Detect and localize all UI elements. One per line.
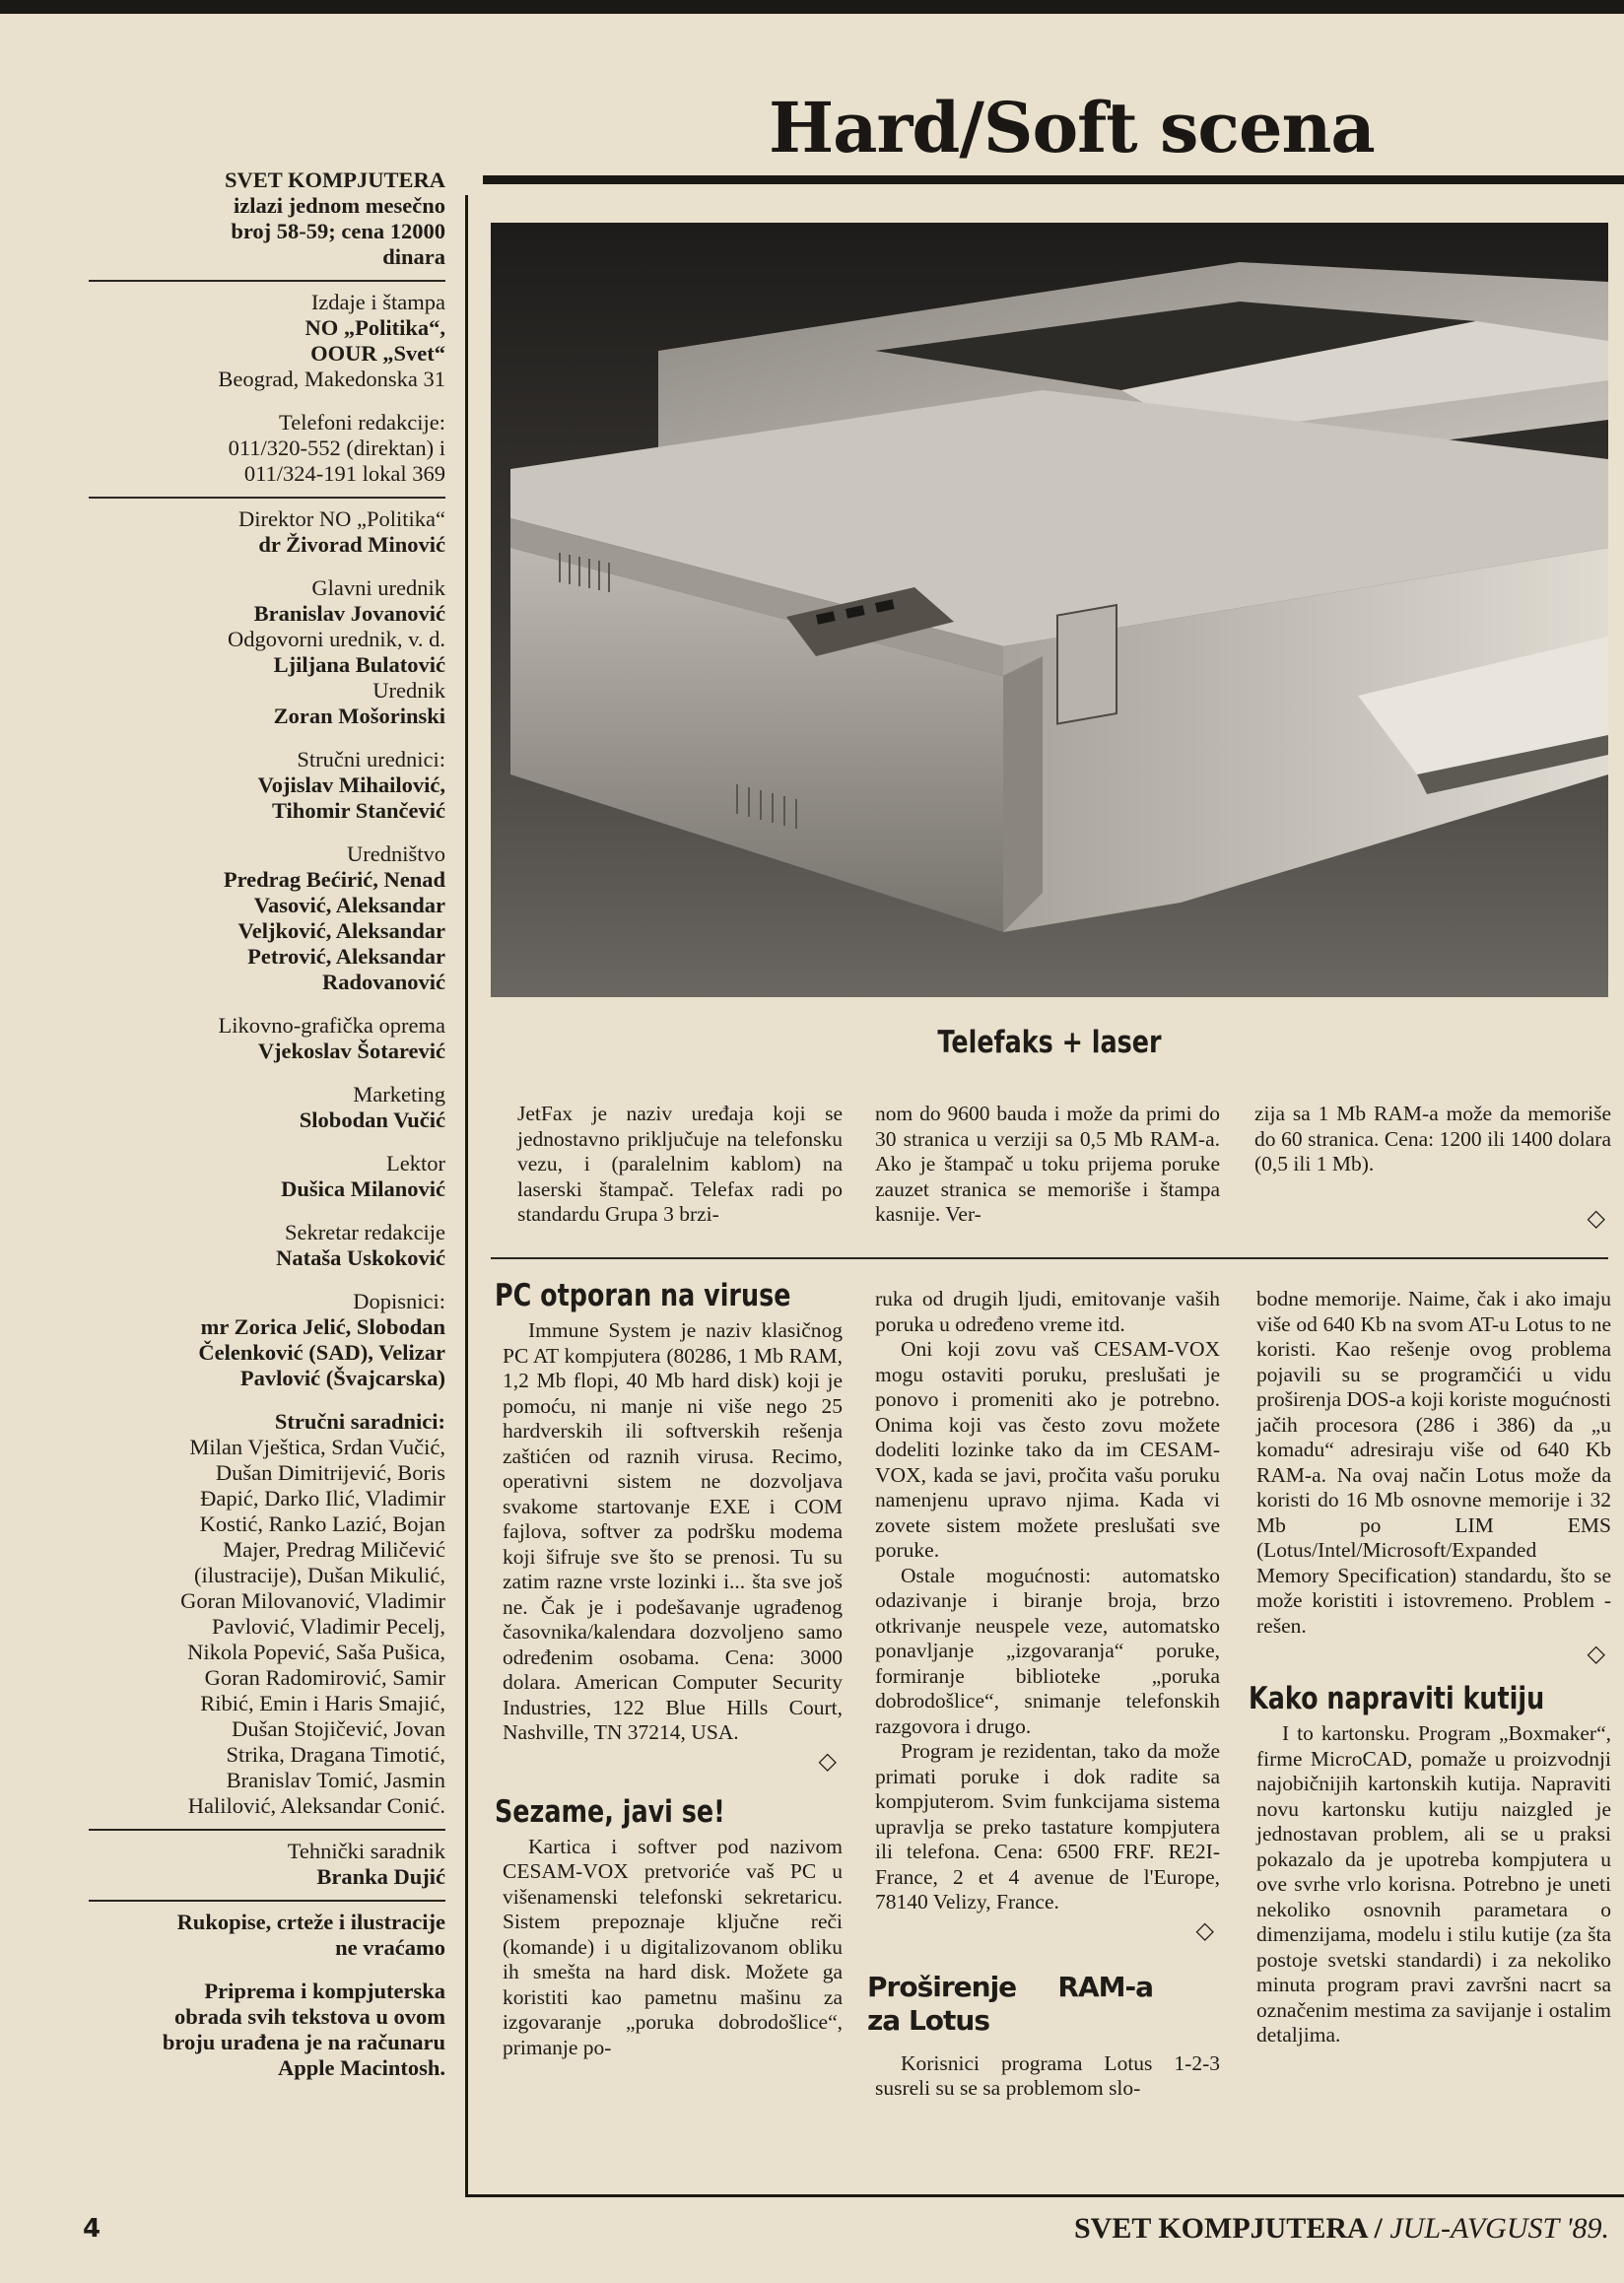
news-column-3 [1249,1287,1611,2048]
masthead-line: Dušan Dimitrijević, Boris [215,1460,445,1485]
article-ram-p1: Korisnici programa Lotus 1-2-3 susreli su se sa problemom slo- [875,2050,1220,2100]
masthead-line: Predrag Bećirić, Nenad [223,867,445,892]
masthead-block [89,739,445,834]
footer-issue: JUL-AVGUST '89. [1389,2212,1610,2245]
masthead-line: Priprema i kompjuterska [204,1979,445,2003]
masthead-block [89,1005,445,1074]
masthead-line: Čelenković (SAD), Velizar [198,1340,445,1365]
masthead-line: ne vraćamo [335,1935,445,1960]
masthead-block [89,1829,445,1900]
masthead-line: Dopisnici: [353,1289,445,1313]
feature-column-1 [517,1102,843,1228]
end-mark-icon: ◇ [1587,1640,1605,1667]
masthead-block [89,834,445,1005]
masthead-line: NO „Politika“, [304,315,445,340]
masthead-line: Ljiljana Bulatović [273,652,445,677]
masthead-line: obrada svih tekstova u ovom [173,2004,445,2029]
page-title: Hard/Soft scena [769,87,1375,168]
end-mark-icon: ◇ [818,1746,837,1775]
masthead-line: Apple Macintosh. [277,2055,445,2080]
end-mark-icon: ◇ [1195,1915,1214,1944]
masthead-line: Dušan Stojičević, Jovan [232,1716,445,1741]
masthead-line: Urednik [372,678,445,703]
masthead-line: Branislav Tomić, Jasmin [226,1768,445,1792]
masthead-line: Beograd, Makedonska 31 [218,367,445,391]
masthead-line: dinara [382,244,445,269]
masthead-line: 011/320-552 (direktan) i [228,436,445,460]
masthead-line: Tehnički saradnik [287,1839,445,1863]
masthead-line: Ribić, Emin i Haris Smajić, [200,1691,445,1715]
top-border [0,0,1624,14]
masthead-line: Kostić, Ranko Lazić, Bojan [199,1511,445,1536]
masthead-line: Vjekoslav Šotarević [257,1039,445,1063]
masthead-block [89,497,445,568]
title-rule [483,175,1624,184]
masthead-line: broj 58-59; cena 12000 [231,219,445,243]
masthead-line: Uredništvo [347,841,445,866]
news-column-1 [495,1278,843,2060]
article-ram-headline: Proširenje RAM-a za Lotus [867,1970,1153,2037]
article-sezame-p2: ruka od drugih ljudi, emitovanje vaših poruka u određeno vreme itd. [875,1287,1220,1336]
masthead-line: 011/324-191 lokal 369 [243,461,445,486]
masthead-line: broju urađena je na računaru [162,2030,445,2054]
feature-headline: Telefaks + laser [937,1025,1162,1060]
masthead-line: Stručni saradnici: [274,1409,445,1434]
feature-text-3: zija sa 1 Mb RAM-a može da memoriše do 60 stranica. Cena: 1200 ili 1400 dolara (0,5 ili 1 Mb). [1254,1102,1611,1175]
masthead-line: Glavni urednik [311,575,445,600]
masthead-line: (ilustracije), Dušan Mikulić, [194,1563,445,1587]
section-rule [491,1257,1608,1259]
masthead-line: Đapić, Darko Ilić, Vladimir [200,1486,445,1511]
masthead-line: dr Živorad Minović [258,532,445,557]
masthead-line: Vojislav Mihailović, [257,772,445,797]
masthead-line: Direktor NO „Politika“ [238,506,445,531]
article-sezame-p1: Kartica i softver pod nazivom CESAM-VOX pretvoriće vaš PC u višenamenski telefonski sekretaricu. Sistem prepoznaje ključne reči (komande) i u digitalizovanom obliku ih smešta na hard disk. Možete ga koristiti kao pametnu mašinu za izgovaranje „poruka dobrodošlice“, primanje po- [503,1834,843,2059]
article-pc-body: Immune System je naziv klasičnog PC AT kompjutera (80286, 1 Mb RAM, 1,2 Mb flopi, 40 Mb hard disk) koji je pomoću, ni manje ni više nego 25 hardverskih ili softverskih rešenja zaštićen od raznih virusa. Recimo, operativni sistem ne dozvoljava svakome startovanje EXE i COM fajlova, softver za podršku modema koji šifruje sve što se prenosi. Tu su zatim razne vrste lozinki i... šta sve još ne. Čak je i podešavanje ugrađenog časovnika/kalendara dozvoljeno samo određenim osobama. Cena: 3000 dolara. American Computer Security Industries, 122 Blue Hills Court, Nashville, TN 37214, USA. [503,1318,843,1744]
masthead-line: Sekretar redakcije [284,1220,445,1244]
masthead-line: Vasović, Aleksandar [253,893,445,917]
masthead-block [89,402,445,497]
article-sezame-p3: Oni koji zovu vaš CESAM-VOX mogu ostaviti poruku, preslušati je ponovo i promeniti ako je potrebno. Onima koji vas često zovu možete dodeliti lozinke tako da im CESAM-VOX, kada se javi, pročita vašu poruku namenjenu upravo njima. Kada vi zovete sistem možete preslušati sve poruke. [875,1337,1220,1562]
masthead-line: Goran Milovanović, Vladimir [180,1588,445,1613]
printer-illustration [491,223,1608,997]
masthead-line: Telefoni redakcije: [279,410,445,435]
article-sezame-p4: Ostale mogućnosti: automatsko odazivanje i biranje broja, brzo otkrivanje neuspele veze, automatsko ponavljanje „izgovaranja“ poruke, formiranje biblioteke „poruka dobrodošlice“, snimanje telefonskih razgovora i drugo. [875,1563,1220,1738]
masthead-line: Petrović, Aleksandar [247,944,445,969]
masthead-block [89,1074,445,1143]
masthead-line: Nikola Popević, Saša Pušica, [187,1640,445,1664]
end-mark-icon: ◇ [1587,1203,1605,1232]
masthead-line: Odgovorni urednik, v. d. [227,627,445,651]
masthead-block [89,1971,445,2091]
frame-bottom-rule [465,2194,1624,2197]
masthead-line: Milan Vještica, Srdan Vučić, [189,1435,445,1459]
article-ram-p2: bodne memorije. Naime, čak i ako imaju više od 640 Kb na svom AT-u Lotus to ne koristi. Kao rešenje ovog problema pojavili su se programčići u vidu proširenja DOS-a koji koriste mogućnosti jačih procesora (286 i 386) da „u komadu“ adresiraju više od 640 Kb RAM-a. Na ovaj način Lotus može da koristi do 16 Mb osnovne memorije i 32 Mb po LIM EMS (Lotus/Intel/Microsoft/Expanded Memory Specification) standardu, što se može koristiti i istovremeno. Problem - rešen. [1256,1287,1611,1638]
masthead-block [89,1401,445,1829]
news-column-2 [867,1287,1220,2102]
masthead-line: Branislav Jovanović [253,601,445,626]
masthead-line: Marketing [353,1082,445,1107]
masthead-line: Pavlović, Vladimir Pecelj, [211,1614,445,1639]
article-sezame-p5: Program je rezidentan, tako da može primati poruke i dok radite sa kompjuterom. Svim funkcijama sistema upravlja se preko tastature kompjutera ili telefona. Cena: 6500 FRF. RE2I-France, 2 et 4 avenue de l'Europe, 78140 Velizy, France. [875,1739,1220,1914]
masthead-block [89,1212,445,1281]
page-number: 4 [83,2214,102,2244]
masthead-line: OOUR „Svet“ [310,341,445,366]
masthead-line: Izdaje i štampa [310,290,445,314]
masthead-line: Strika, Dragana Timotić, [226,1742,445,1767]
masthead-line: Nataša Uskoković [276,1245,445,1270]
article-kutija-body: I to kartonsku. Program „Boxmaker“, firme MicroCAD, pomaže u proizvodnji najobičnijih kartonskih kutija. Napraviti novu kartonsku kutiju naizgled je jednostavan problem, ali se u praksi pokazalo da je upotreba kompjutera u ove svrhe vrlo korisna. Potrebno je uneti nekoliko osnovnih parametara o dimenzijama, modelu i stilu kutije (za šta postoje svetski standardi) i za nekoliko minuta program pravi završni nacrt sa označenim mestima za savijanje i ostalim detaljima. [1256,1721,1611,2047]
masthead [89,168,445,2091]
masthead-line: Zoran Mošorinski [273,704,445,728]
masthead-block [89,1281,445,1401]
masthead-line: Slobodan Vučić [299,1108,445,1132]
article-pc-headline: PC otporan na viruse [495,1278,791,1313]
masthead-block [89,568,445,739]
masthead-line: Goran Radomirović, Samir [204,1665,445,1690]
feature-column-3 [1254,1102,1611,1233]
feature-text-2: nom do 9600 bauda i može da primi do 30 stranica u verziji sa 0,5 Mb RAM-a. Ako je štampač u toku prijema poruke zauzet stranica se memoriše i štampa kasnije. Ver- [875,1102,1220,1226]
masthead-block [89,168,445,280]
frame-left-rule [465,195,468,2195]
masthead-block [89,1143,445,1212]
masthead-line: Lektor [386,1151,445,1175]
feature-column-2 [875,1102,1220,1228]
masthead-block [89,1900,445,1971]
masthead-line: Rukopise, crteže i ilustracije [176,1910,445,1934]
masthead-line: Stručni urednici: [297,747,445,772]
masthead-line: Veljković, Aleksandar [237,918,445,943]
masthead-line: Branka Dujić [316,1864,445,1889]
masthead-line: Halilović, Aleksandar Conić. [187,1793,445,1818]
masthead-line: Likovno-grafička oprema [218,1013,445,1038]
masthead-line: SVET KOMPJUTERA [225,168,445,192]
masthead-block [89,280,445,402]
masthead-line: izlazi jednom mesečno [234,193,445,218]
masthead-line: mr Zorica Jelić, Slobodan [200,1314,445,1339]
article-sezame-headline: Sezame, javi se! [495,1793,725,1830]
masthead-line: Majer, Predrag Miličević [223,1537,445,1562]
feature-text-1: JetFax je naziv uređaja koji se jednostavno priključuje na telefonsku vezu, i (paralelnim kablom) na laserski štampač. Telefax radi po standardu Grupa 3 brzi- [517,1102,843,1226]
footer-separator: / [1367,2212,1390,2245]
article-kutija-headline: Kako napraviti kutiju [1249,1681,1545,1716]
printer-photo [491,223,1608,997]
footer-magazine-name: SVET KOMPJUTERA [1074,2212,1367,2245]
masthead-line: Pavlović (Švajcarska) [239,1366,445,1390]
masthead-line: Dušica Milanović [281,1176,445,1201]
masthead-line: Radovanović [321,970,445,994]
masthead-line: Tihomir Stančević [271,798,445,823]
footer-magazine [1074,2212,1624,2246]
